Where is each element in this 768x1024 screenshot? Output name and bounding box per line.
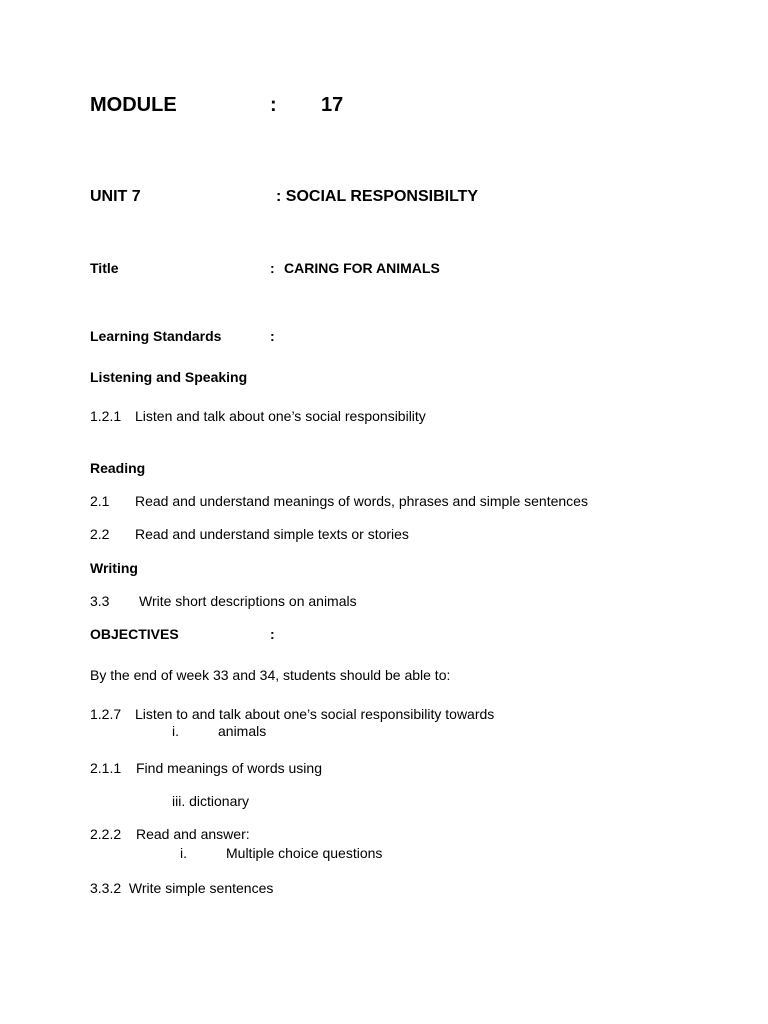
objectives-intro: By the end of week 33 and 34, students should be able to: <box>90 667 451 683</box>
title-separator: : <box>270 260 275 276</box>
listening-speaking-heading: Listening and Speaking <box>90 369 248 385</box>
objective-number: 2.1.1 <box>90 760 122 776</box>
objective-number: 2.2.2 <box>90 826 122 842</box>
standard-text: Write short descriptions on animals <box>139 593 357 609</box>
title-label: Title <box>90 260 119 276</box>
standard-text: Listen and talk about one’s social responsibility <box>135 408 426 424</box>
objectives-label: OBJECTIVES <box>90 626 179 642</box>
objective-sub-number: i. <box>180 845 187 861</box>
objective-number: 1.2.7 <box>90 706 122 722</box>
learning-standards-label: Learning Standards <box>90 328 222 344</box>
objective-text: Read and answer: <box>136 826 250 842</box>
reading-heading: Reading <box>90 460 146 476</box>
objective-sub-text: animals <box>218 723 267 739</box>
standard-text: Read and understand meanings of words, phrases and simple sentences <box>135 493 588 509</box>
title-value: CARING FOR ANIMALS <box>284 260 440 276</box>
objective-sub-item: iii. dictionary <box>172 793 250 809</box>
unit-label: UNIT 7 <box>90 188 141 205</box>
objective-item: 3.3.2 Write simple sentences <box>90 880 274 896</box>
objective-sub-text: Multiple choice questions <box>226 845 383 861</box>
standard-number: 3.3 <box>90 593 110 609</box>
module-label: MODULE <box>90 94 177 116</box>
standard-number: 2.1 <box>90 493 110 509</box>
standard-number: 2.2 <box>90 526 110 542</box>
unit-title: : SOCIAL RESPONSIBILTY <box>276 188 479 205</box>
objectives-separator: : <box>270 626 275 642</box>
objective-sub-number: i. <box>172 723 179 739</box>
objective-text: Find meanings of words using <box>136 760 322 776</box>
writing-heading: Writing <box>90 560 138 576</box>
standard-number: 1.2.1 <box>90 408 122 424</box>
learning-standards-separator: : <box>270 328 275 344</box>
objective-text: Listen to and talk about one’s social responsibility towards <box>135 706 495 722</box>
module-separator: : <box>270 94 277 116</box>
module-number: 17 <box>321 94 344 116</box>
standard-text: Read and understand simple texts or stories <box>135 526 409 542</box>
